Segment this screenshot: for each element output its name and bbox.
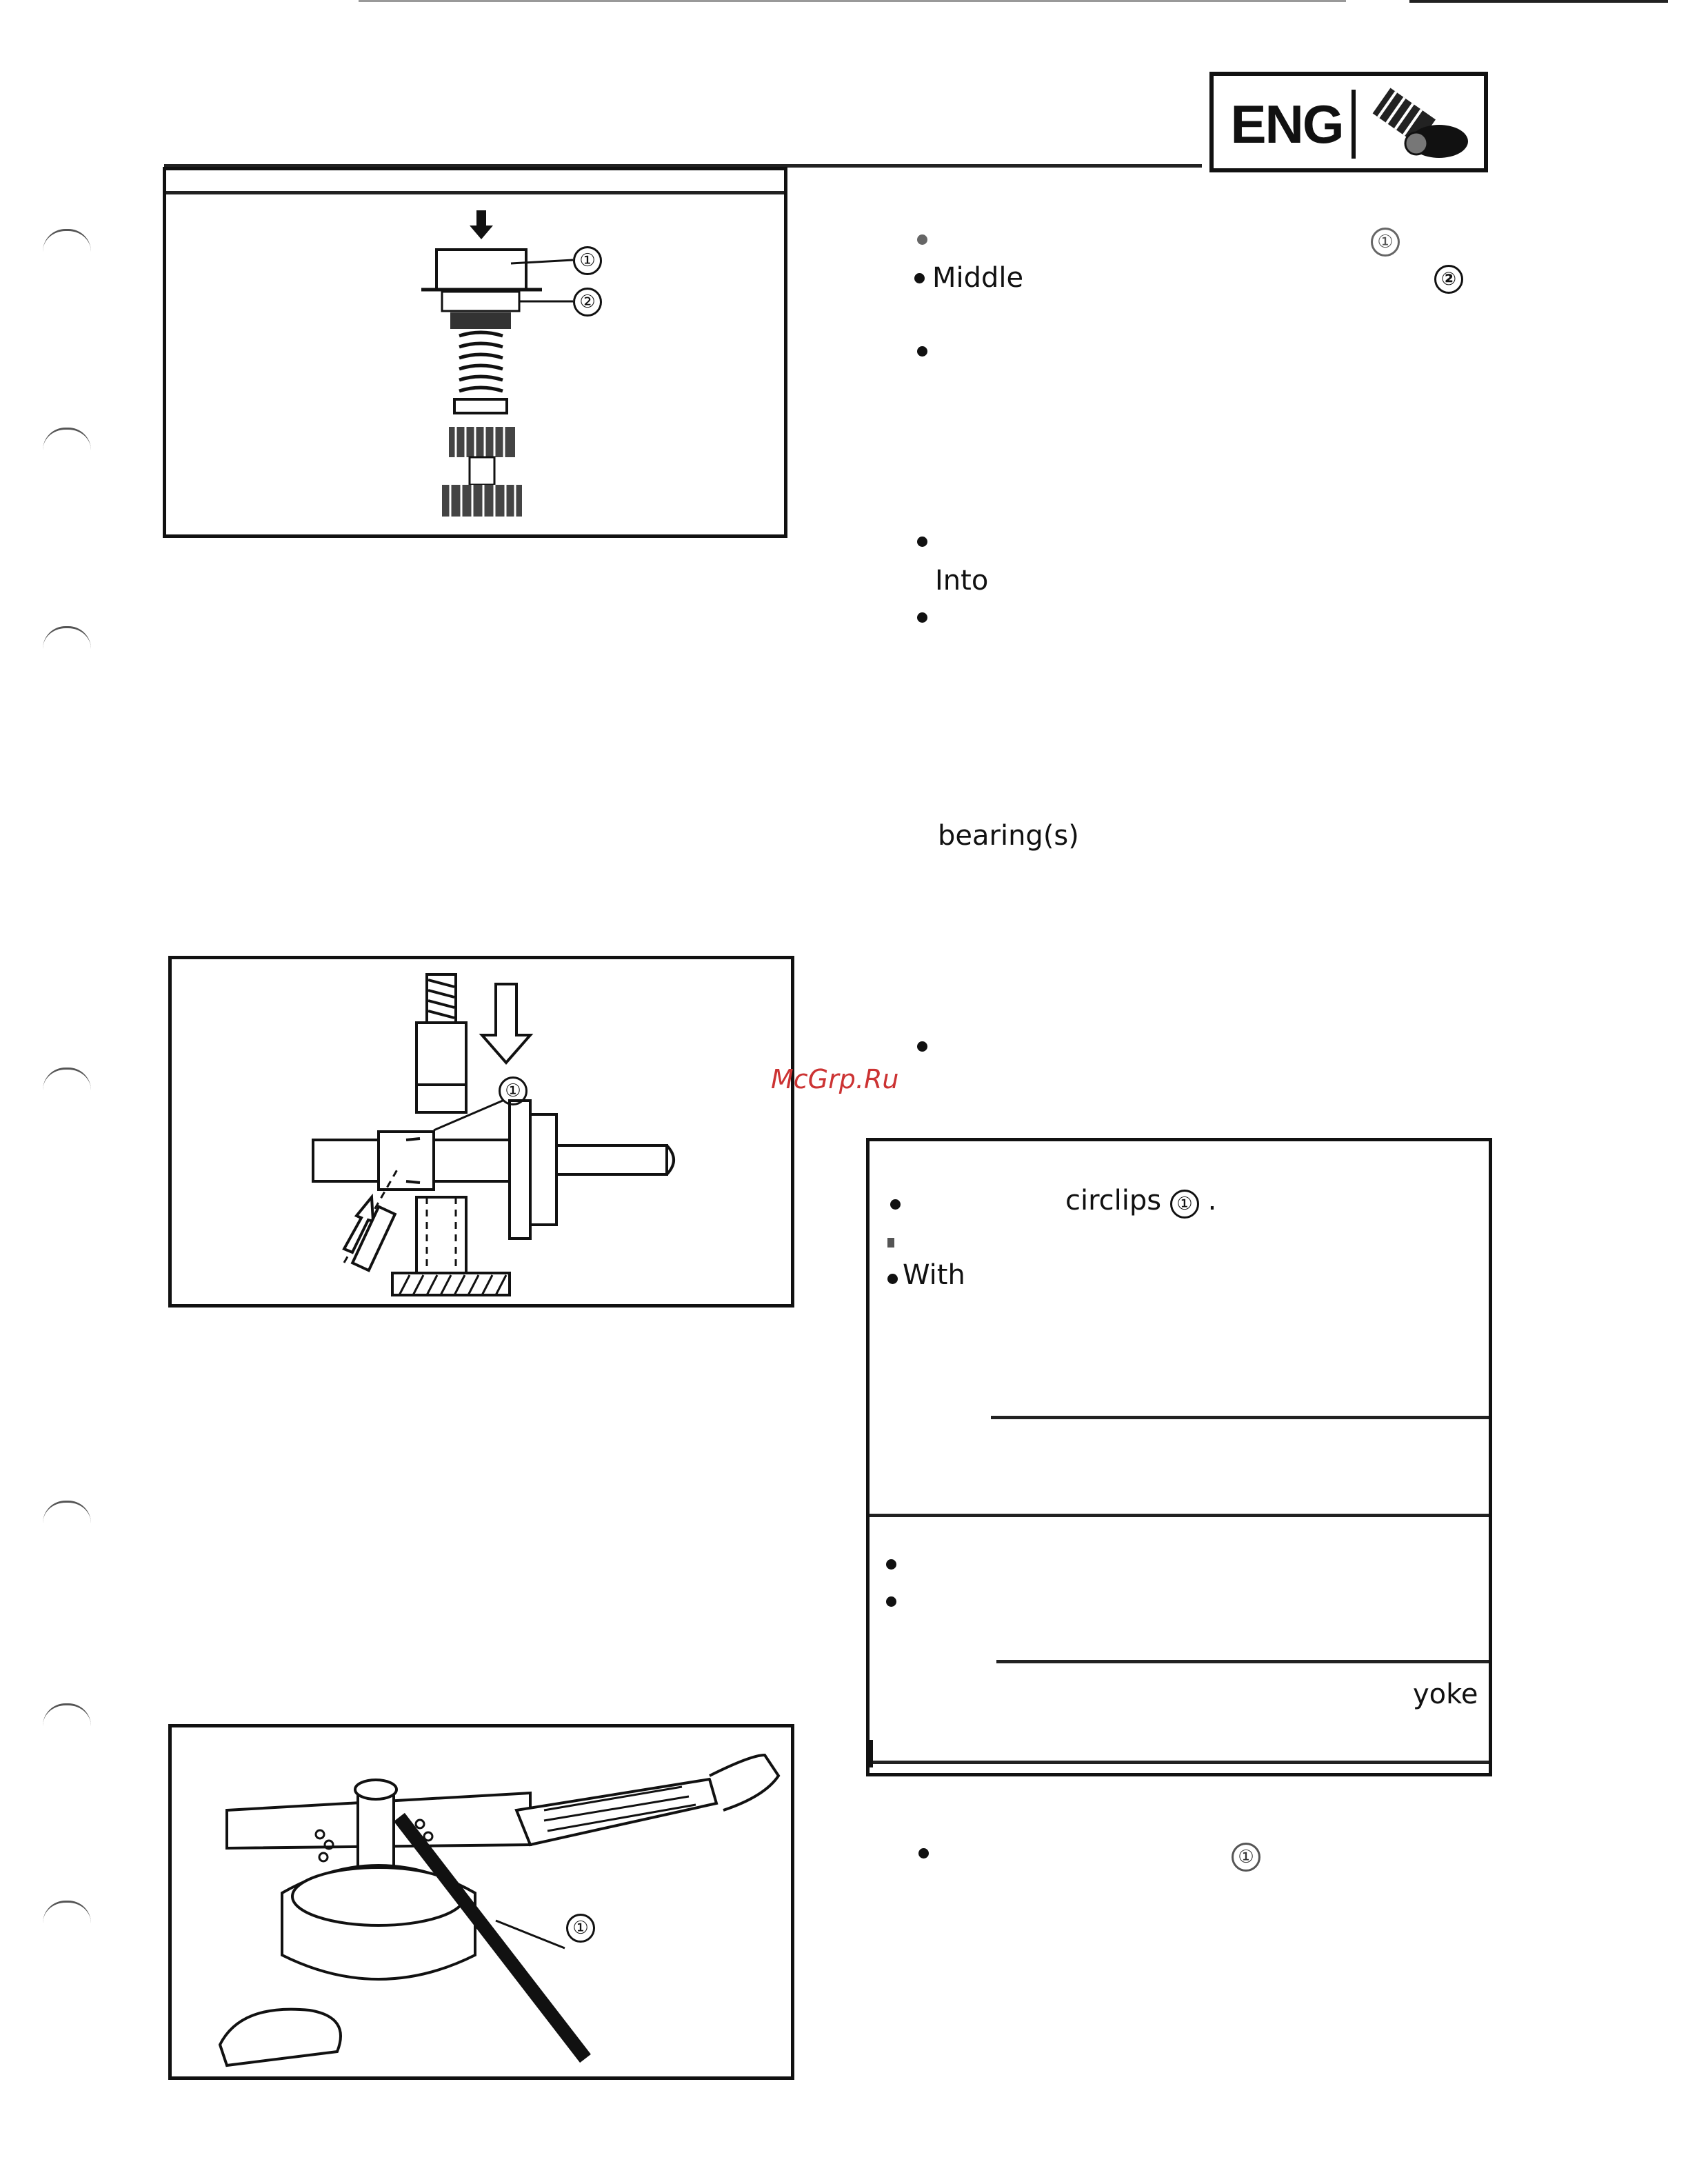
margin-mark <box>43 1703 91 1726</box>
step-2-callout <box>1434 262 1463 294</box>
figure-2-illustration <box>172 959 791 1304</box>
bullet <box>890 1199 901 1210</box>
top-rule-right <box>1409 0 1668 3</box>
margin-mark <box>43 1068 91 1090</box>
figure-2-callout-1: ① <box>499 1076 528 1105</box>
procedure-box <box>866 1138 1492 1776</box>
bullet-small <box>887 1238 894 1248</box>
figure-2-frame <box>168 956 794 1308</box>
procedure-rule-1 <box>991 1416 1489 1419</box>
bullet <box>917 1041 927 1052</box>
figure-3-frame <box>168 1724 794 2080</box>
procedure-line-1-text: circlips <box>1065 1185 1162 1216</box>
figure-1-illustration <box>166 170 784 534</box>
procedure-line-1-suffix: . <box>1207 1185 1217 1216</box>
margin-mark <box>43 1501 91 1523</box>
margin-mark <box>43 1901 91 1923</box>
figure-3-illustration <box>172 1727 791 2076</box>
bullet <box>917 612 927 623</box>
procedure-divider <box>870 1514 1489 1517</box>
bullet <box>887 1274 898 1284</box>
step-2-callout-mark: ② <box>1434 265 1463 294</box>
figure-1-callout-1: ① <box>573 246 602 275</box>
step-4-text: bearing(s) <box>938 820 1079 852</box>
procedure-line-1 <box>1065 1187 1216 1219</box>
procedure-line-1-callout: ① <box>1170 1190 1199 1219</box>
bullet <box>914 273 925 283</box>
final-step-callout <box>1232 1840 1260 1872</box>
final-step-callout-mark: ① <box>1232 1843 1260 1872</box>
margin-mark <box>43 428 91 450</box>
procedure-line-3-text: With <box>903 1259 965 1291</box>
step-3-text: Into <box>935 565 989 597</box>
step-1-callout-mark: ① <box>1371 228 1400 257</box>
bullet <box>917 537 927 547</box>
procedure-end-text: yoke <box>1413 1679 1478 1710</box>
top-rule-left <box>359 0 1346 2</box>
margin-mark <box>43 626 91 649</box>
procedure-left-tick <box>870 1740 873 1767</box>
eng-tab <box>1209 72 1488 172</box>
bullet <box>917 234 927 245</box>
down-arrow-icon <box>470 210 493 239</box>
step-2-text: Middle <box>932 262 1024 294</box>
step-1-callout <box>1371 225 1400 257</box>
bullet <box>886 1596 896 1607</box>
bullet <box>918 1848 929 1859</box>
procedure-rule-2 <box>996 1660 1489 1663</box>
figure-1-frame <box>163 167 787 538</box>
eng-tab-label: ENG <box>1222 90 1356 159</box>
figure-1-callout-2: ② <box>573 288 602 317</box>
margin-mark <box>43 229 91 252</box>
engine-section-icon <box>1360 83 1477 166</box>
figure-3-callout: ① <box>566 1914 595 1943</box>
bullet <box>917 346 927 357</box>
watermark: McGrp.Ru <box>771 1064 899 1094</box>
bullet <box>886 1559 896 1570</box>
procedure-bottom-rule <box>870 1761 1489 1764</box>
